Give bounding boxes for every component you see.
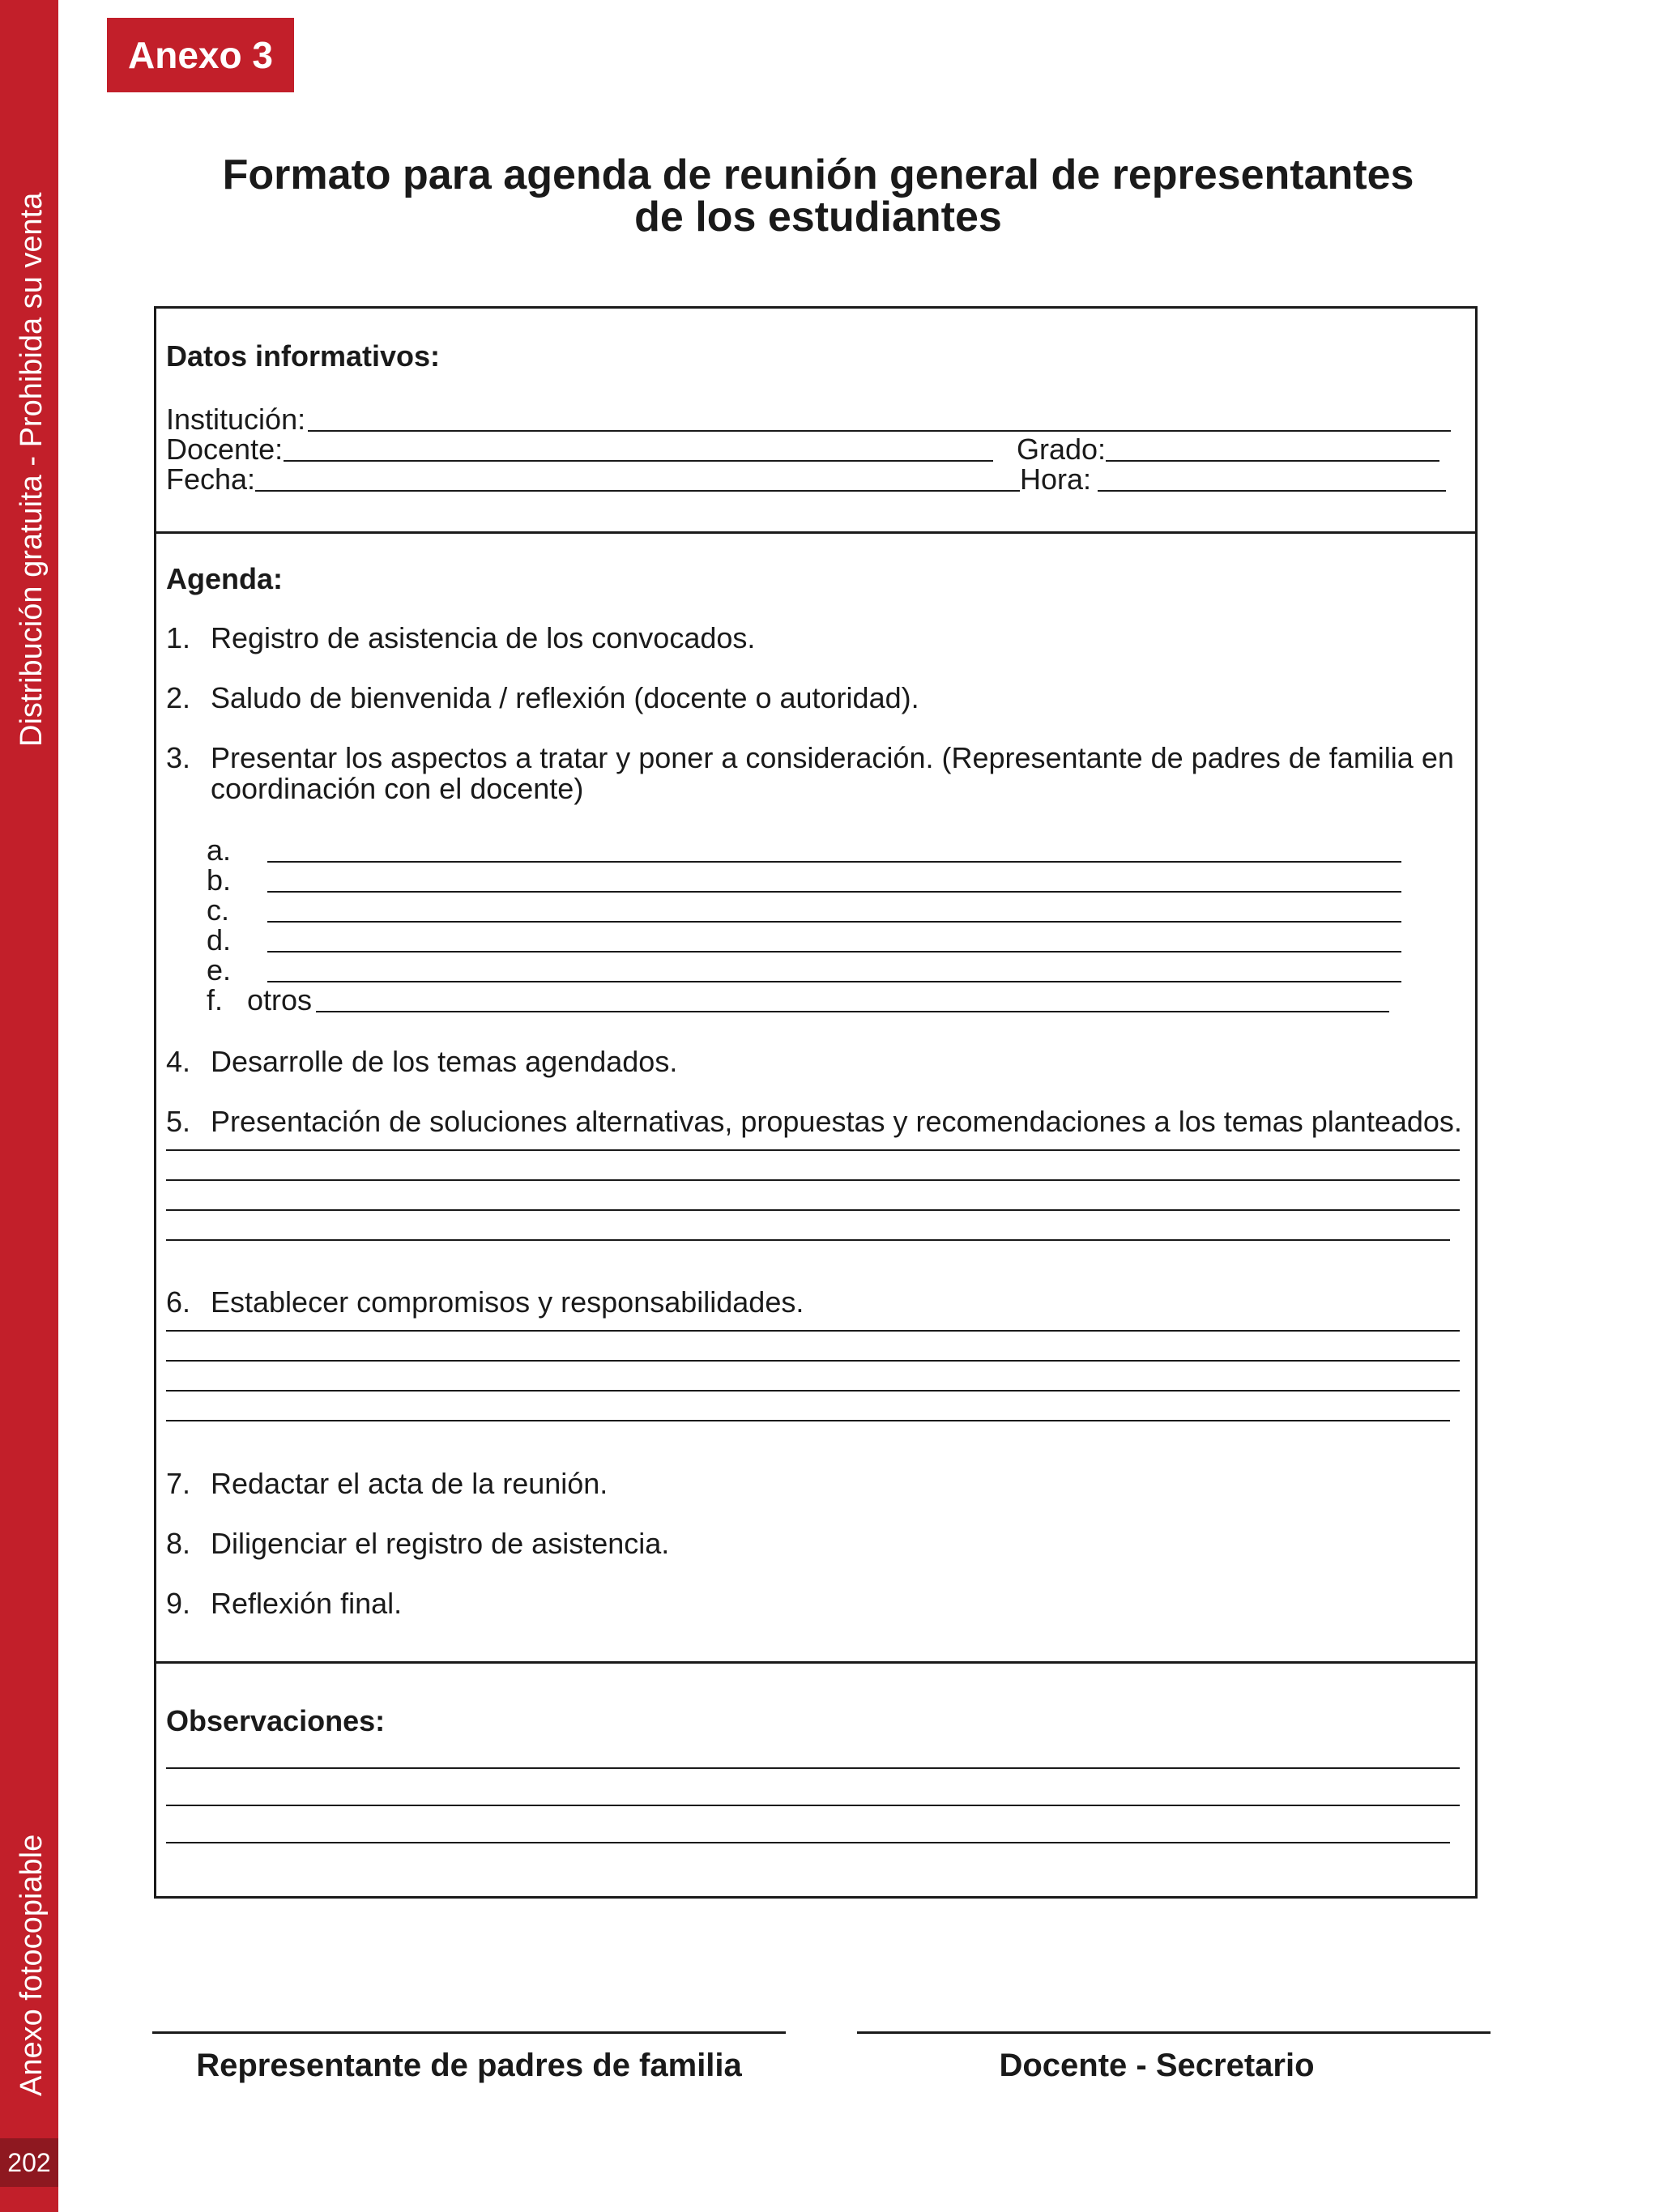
agenda-item-number: 3.	[166, 741, 191, 774]
observaciones-heading: Observaciones:	[166, 1704, 386, 1737]
sub-item-line[interactable]	[267, 951, 1401, 953]
agenda-item-number: 2.	[166, 681, 191, 714]
write-line[interactable]	[166, 1360, 1460, 1362]
agenda-section	[156, 531, 1475, 1664]
write-line[interactable]	[166, 1179, 1460, 1181]
fecha-field[interactable]	[255, 490, 1020, 492]
agenda-item-text: Saludo de bienvenida / reflexión (docente o autoridad).	[211, 681, 919, 714]
docente-field[interactable]	[284, 460, 993, 462]
write-line[interactable]	[166, 1390, 1460, 1392]
sub-item-letter: c.	[207, 893, 230, 927]
docente-label: Docente:	[166, 433, 284, 466]
observaciones-section	[156, 1661, 1475, 1896]
write-line[interactable]	[166, 1767, 1460, 1769]
agenda-item-text-continued: coordinación con el docente)	[211, 772, 584, 805]
datos-section	[156, 309, 1475, 534]
agenda-item-number: 4.	[166, 1045, 191, 1078]
signature-line-docente[interactable]	[857, 2031, 1491, 2034]
write-line[interactable]	[166, 1420, 1450, 1421]
agenda-item-text: Diligenciar el registro de asistencia.	[211, 1527, 670, 1560]
agenda-item-text: Registro de asistencia de los convocados.	[211, 621, 756, 654]
write-line[interactable]	[166, 1209, 1460, 1211]
sub-item-letter: f.	[207, 983, 224, 1016]
fecha-label: Fecha:	[166, 462, 256, 496]
sub-item-line[interactable]	[267, 861, 1401, 863]
agenda-item-text: Redactar el acta de la reunión.	[211, 1467, 608, 1500]
grado-label: Grado:	[1017, 433, 1107, 466]
sub-item-line[interactable]	[267, 891, 1401, 893]
page-number: 202	[0, 2138, 58, 2187]
write-line[interactable]	[166, 1842, 1450, 1843]
sub-item-letter: d.	[207, 923, 232, 957]
hora-field[interactable]	[1098, 490, 1446, 492]
agenda-heading: Agenda:	[166, 562, 283, 595]
sub-item-line[interactable]	[267, 981, 1401, 982]
grado-field[interactable]	[1106, 460, 1439, 462]
agenda-item-number: 9.	[166, 1587, 191, 1620]
hora-label: Hora:	[1020, 462, 1092, 496]
agenda-item-number: 8.	[166, 1527, 191, 1560]
agenda-item-number: 6.	[166, 1285, 191, 1319]
agenda-item-number: 1.	[166, 621, 191, 654]
signature-label-representante: Representante de padres de familia	[196, 2048, 742, 2083]
page-title	[122, 151, 1515, 241]
sub-item-letter: e.	[207, 953, 232, 987]
title-line-1: Formato para agenda de reunión general de representantes	[222, 151, 1414, 198]
sub-item-line[interactable]	[267, 921, 1401, 923]
sidebar-distribution-text: Distribución gratuita - Prohibida su venta	[15, 192, 49, 747]
institucion-field[interactable]	[308, 430, 1451, 432]
institucion-label: Institución:	[166, 403, 306, 436]
sidebar-annex-text: Anexo fotocopiable	[15, 1834, 49, 2096]
agenda-item-number: 5.	[166, 1105, 191, 1138]
sub-item-letter: b.	[207, 863, 232, 897]
agenda-item-number: 7.	[166, 1467, 191, 1500]
agenda-item-text: Reflexión final.	[211, 1587, 403, 1620]
datos-heading: Datos informativos:	[166, 339, 441, 373]
annex-tab: Anexo 3	[107, 18, 294, 92]
signature-label-docente: Docente - Secretario	[999, 2048, 1315, 2083]
agenda-form	[154, 306, 1478, 1899]
sub-item-letter: a.	[207, 833, 232, 867]
sidebar	[0, 0, 58, 2212]
sub-item-otros-line[interactable]	[316, 1011, 1389, 1012]
write-line[interactable]	[166, 1149, 1460, 1151]
write-line[interactable]	[166, 1805, 1460, 1806]
agenda-item-text: Desarrolle de los temas agendados.	[211, 1045, 678, 1078]
agenda-item-text: Presentación de soluciones alternativas, propuestas y recomendaciones a los temas planteados.	[211, 1105, 1462, 1138]
write-line[interactable]	[166, 1239, 1450, 1241]
signature-line-representante[interactable]	[152, 2031, 786, 2034]
agenda-item-text: Presentar los aspectos a tratar y poner a consideración. (Representante de padres de familia en	[211, 741, 1454, 774]
title-line-2: de los estudiantes	[634, 194, 1002, 241]
write-line[interactable]	[166, 1330, 1460, 1332]
agenda-item-text: Establecer compromisos y responsabilidades.	[211, 1285, 804, 1319]
sub-item-otros: otros	[247, 983, 313, 1016]
